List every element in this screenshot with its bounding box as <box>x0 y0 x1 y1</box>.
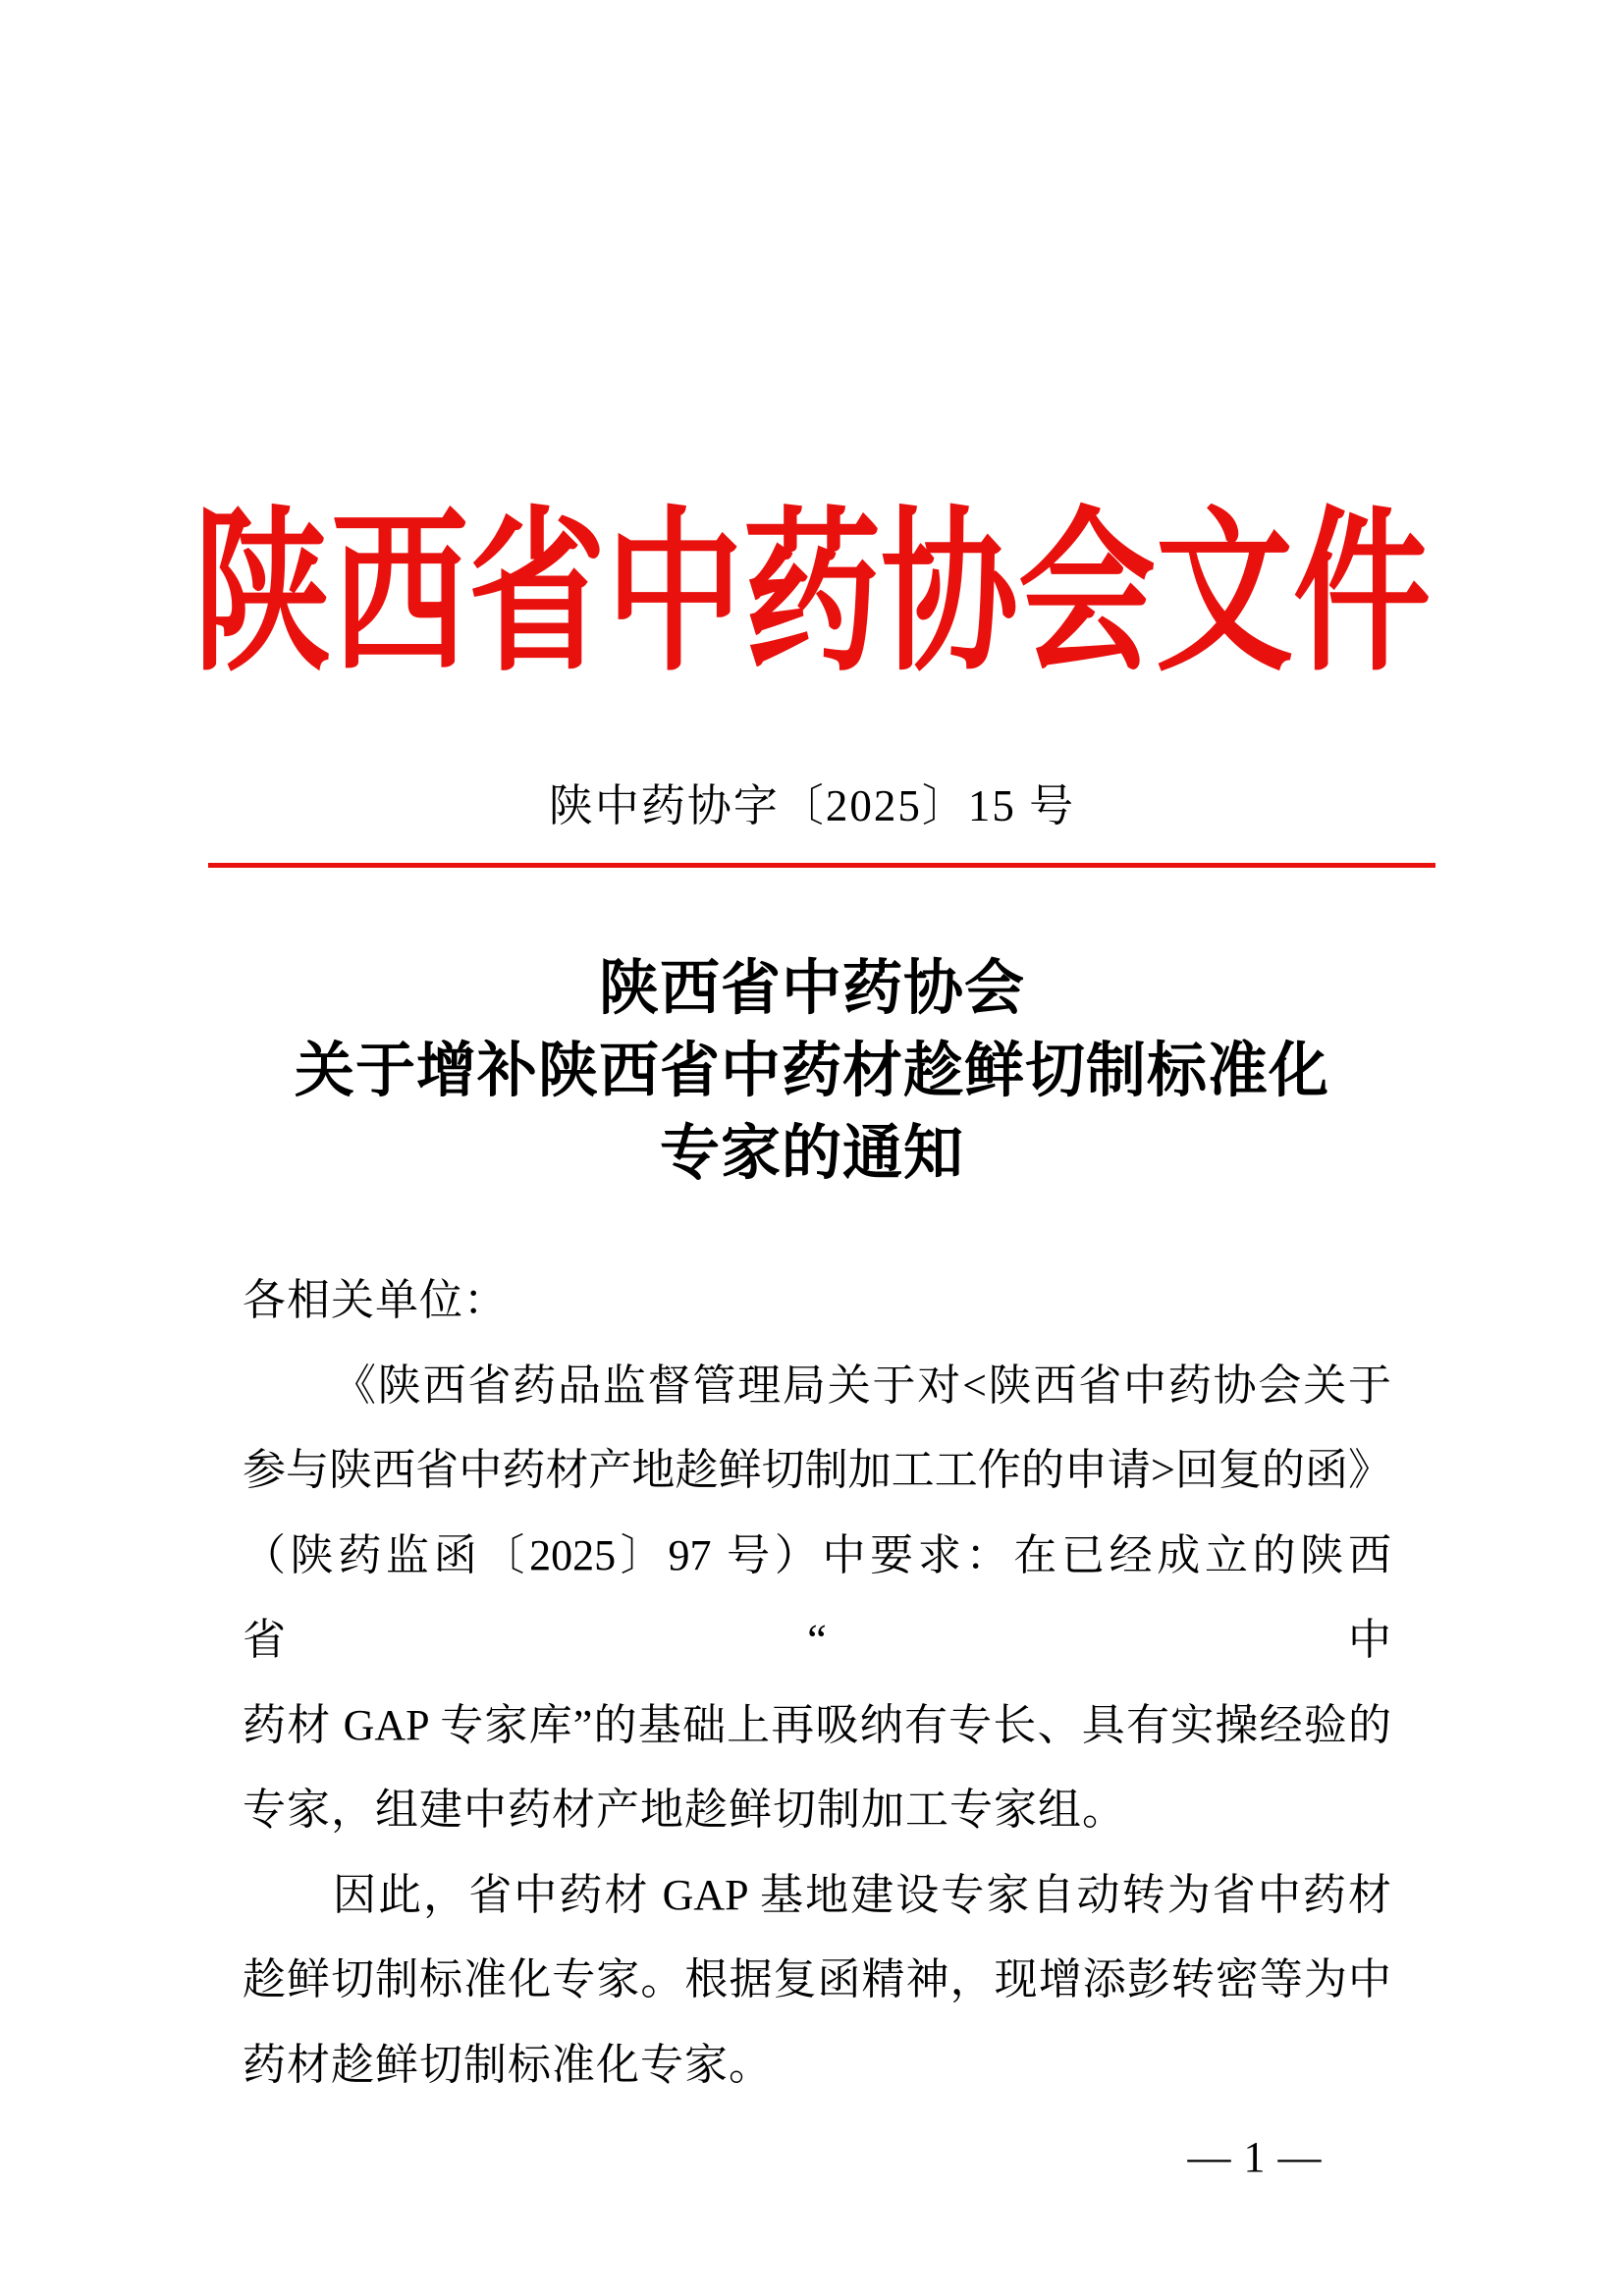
masthead-title: 陕西省中药协会文件 <box>192 498 1431 693</box>
body-line: 药材趁鲜切制标准化专家。 <box>243 2040 773 2089</box>
notice-title-line: 专家的通知 <box>659 1121 964 1187</box>
body-line: 各相关单位： <box>243 1276 508 1324</box>
notice-title <box>0 948 1624 1196</box>
body-line: 因此，省中药材 GAP 基地建设专家自动转为省中药材 <box>333 1870 1391 1919</box>
document-body <box>243 1258 1391 2108</box>
notice-title-line: 关于增补陕西省中药材趁鲜切制标准化 <box>294 1039 1329 1104</box>
body-line: 药材 GAP 专家库”的基础上再吸纳有专长、具有实操经验的 <box>243 1700 1391 1749</box>
page-number: — 1 — <box>1187 2133 1323 2181</box>
body-line: 参与陕西省中药材产地趁鲜切制加工工作的申请>回复的函》 <box>243 1446 1391 1494</box>
body-line: 《陕西省药品监督管理局关于对<陕西省中药协会关于 <box>333 1361 1391 1410</box>
body-line: 专家，组建中药材产地趁鲜切制加工专家组。 <box>243 1786 1126 1834</box>
doc-number: 陕中药协字〔2025〕15 号 <box>548 781 1076 830</box>
notice-title-line: 陕西省中药协会 <box>598 956 1025 1022</box>
body-line: （陕药监函〔2025〕97 号）中要求：在已经成立的陕西省“中 <box>243 1530 1391 1664</box>
body-line: 趁鲜切制标准化专家。根据复函精神，现增添彭转密等为中 <box>243 1955 1391 2003</box>
red-separator-rule <box>208 863 1435 868</box>
